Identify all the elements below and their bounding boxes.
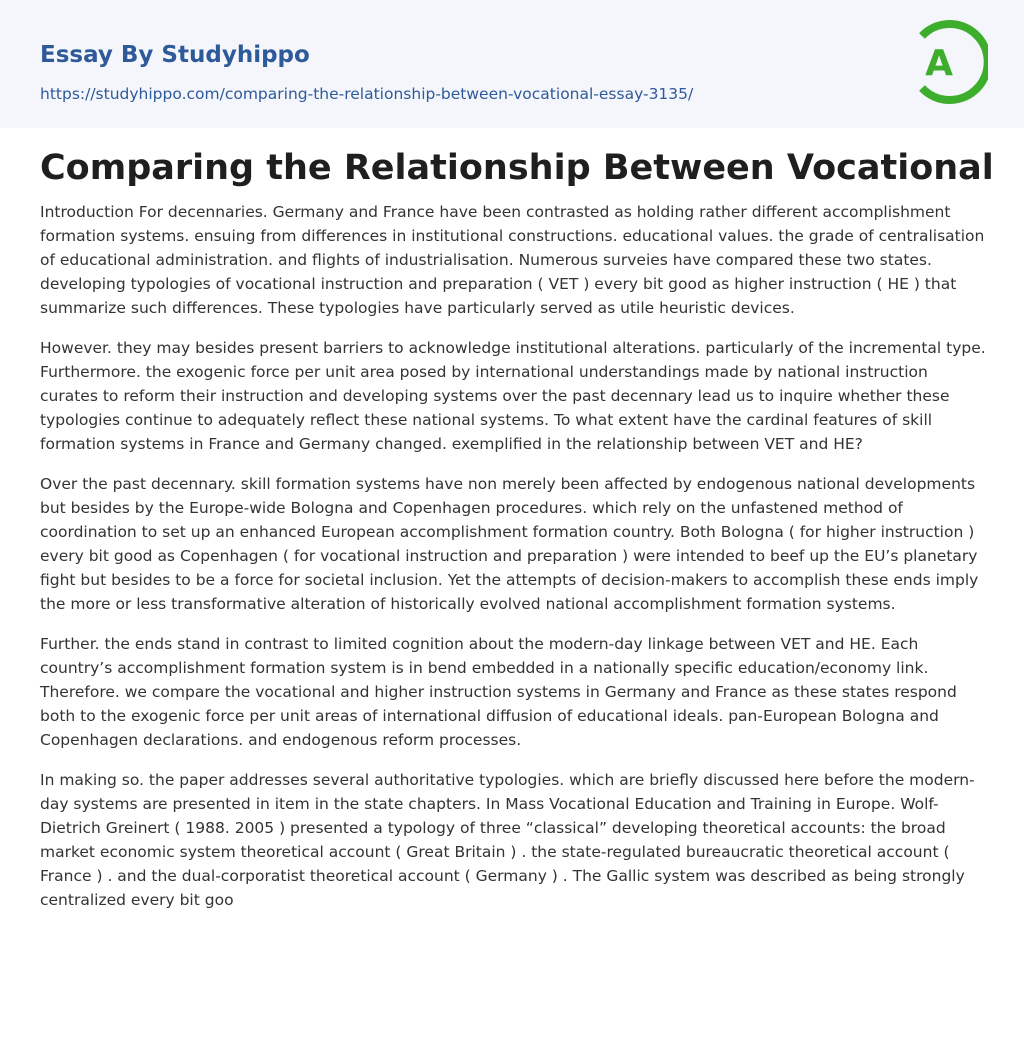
- logo-letter: A: [925, 43, 953, 84]
- article-body: [40, 200, 988, 928]
- paragraph: In making so. the paper addresses several authoritative typologies. which are briefly discussed here before the modern-day systems are presented in item in the state chapters. In Mass Vocational Education and Training in Europe. Wolf-Dietrich Greinert ( 1988. 2005 ) presented a typology of three “classical” developing theoretical accounts: the broad market economic system theoretical account ( Great Britain ) . the state-regulated bureaucratic theoretical account ( France ) . and the dual-corporatist theoretical account ( Germany ) . The Gallic system was described as being strongly centralized every bit goo: [40, 771, 975, 909]
- site-name[interactable]: Essay By Studyhippo: [40, 42, 310, 68]
- site-header: [0, 0, 1024, 128]
- studyhippo-logo-icon[interactable]: [912, 18, 988, 106]
- article-title: Comparing the Relationship Between Vocational: [40, 148, 994, 188]
- paragraph: Over the past decennary. skill formation systems have non merely been affected by endogenous national developments but besides by the Europe-wide Bologna and Copenhagen procedures. which rely on the unfastened method of coordination to set up an enhanced European accomplishment formation country. Both Bologna ( for higher instruction ) every bit good as Copenhagen ( for vocational instruction and preparation ) were intended to beef up the EU’s planetary fight but besides to be a force for societal inclusion. Yet the attempts of decision-makers to accomplish these ends imply the more or less transformative alteration of historically evolved national accomplishment formation systems.: [40, 475, 979, 613]
- paragraph: Introduction For decennaries. Germany and France have been contrasted as holding rather different accomplishment formation systems. ensuing from differences in institutional constructions. educational values. the grade of centralisation of educational administration. and flights of industrialisation. Numerous surveies have compared these two states. developing typologies of vocational instruction and preparation ( VET ) every bit good as higher instruction ( HE ) that summarize such differences. These typologies have particularly served as utile heuristic devices.: [40, 203, 985, 317]
- paragraph: However. they may besides present barriers to acknowledge institutional alterations. particularly of the incremental type. Furthermore. the exogenic force per unit area posed by international understandings made by national instruction curates to reform their instruction and developing systems over the past decennary lead us to inquire whether these typologies continue to adequately reflect these national systems. To what extent have the cardinal features of skill formation systems in France and Germany changed. exemplified in the relationship between VET and HE?: [40, 339, 986, 453]
- paragraph: Further. the ends stand in contrast to limited cognition about the modern-day linkage between VET and HE. Each country’s accomplishment formation system is in bend embedded in a nationally specific education/economy link. Therefore. we compare the vocational and higher instruction systems in Germany and France as these states respond both to the exogenic force per unit areas of international diffusion of educational ideals. pan-European Bologna and Copenhagen declarations. and endogenous reform processes.: [40, 635, 957, 749]
- page-url-link[interactable]: https://studyhippo.com/comparing-the-relationship-between-vocational-essay-3135/: [40, 85, 694, 103]
